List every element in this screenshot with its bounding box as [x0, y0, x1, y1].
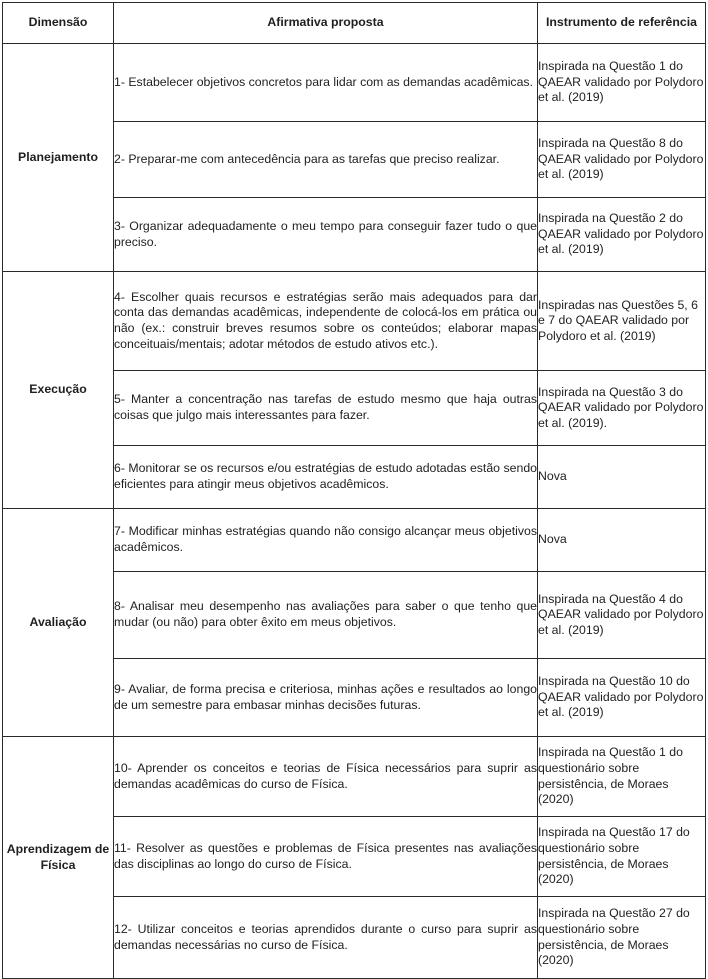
reference-cell: Inspirada na Questão 1 do questionário sobre persistência, de Moraes (2020)	[538, 737, 706, 817]
reference-cell: Inspirada na Questão 10 do QAEAR validado por Polydoro et al. (2019)	[538, 659, 706, 737]
header-dimension: Dimensão	[3, 3, 114, 44]
statement-cell: 9- Avaliar, de forma precisa e criteriosa, minhas ações e resultados ao longo de um semestre para embasar minhas decisões futuras.	[114, 659, 538, 737]
statement-cell: 11- Resolver as questões e problemas de Física presentes nas avaliações das disciplinas ao longo do curso de Física.	[114, 817, 538, 897]
table-row	[3, 737, 706, 817]
table-row	[3, 509, 706, 572]
statement-cell: 2- Preparar-me com antecedência para as tarefas que preciso realizar.	[114, 122, 538, 198]
statement-cell: 7- Modificar minhas estratégias quando não consigo alcançar meus objetivos acadêmicos.	[114, 509, 538, 572]
table-row	[3, 44, 706, 122]
reference-cell: Inspirada na Questão 17 do questionário sobre persistência, de Moraes (2020)	[538, 817, 706, 897]
statement-cell: 10- Aprender os conceitos e teorias de Física necessários para suprir as demandas acadêmicas do curso de Física.	[114, 737, 538, 817]
statement-cell: 4- Escolher quais recursos e estratégias serão mais adequados para dar conta das demandas acadêmicas, independente de colocá-los em prática ou não (ex.: construir breves resumos sobre os conteúdos; elaborar mapas conceituais/mentais; adotar métodos de estudo ativos etc.).	[114, 272, 538, 371]
reference-cell: Nova	[538, 509, 706, 572]
reference-cell: Inspirada na Questão 27 do questionário sobre persistência, de Moraes (2020)	[538, 897, 706, 979]
reference-cell: Inspirada na Questão 4 do QAEAR validado por Polydoro et al. (2019)	[538, 572, 706, 659]
header-row	[3, 3, 706, 44]
statement-cell: 8- Analisar meu desempenho nas avaliações para saber o que tenho que mudar (ou não) para obter êxito em meus objetivos.	[114, 572, 538, 659]
dimension-cell: Planejamento	[3, 44, 114, 272]
reference-cell: Inspirada na Questão 8 do QAEAR validado por Polydoro et al. (2019)	[538, 122, 706, 198]
statement-cell: 5- Manter a concentração nas tarefas de estudo mesmo que haja outras coisas que julgo mais interessantes para fazer.	[114, 371, 538, 446]
reference-cell: Nova	[538, 446, 706, 509]
reference-cell: Inspirada na Questão 1 do QAEAR validado por Polydoro et al. (2019)	[538, 44, 706, 122]
header-reference: Instrumento de referência	[538, 3, 706, 44]
reference-cell: Inspirada na Questão 2 do QAEAR validado por Polydoro et al. (2019)	[538, 198, 706, 272]
dimension-cell: Aprendizagem de Física	[3, 737, 114, 979]
reference-cell: Inspirada na Questão 3 do QAEAR validado por Polydoro et al. (2019).	[538, 371, 706, 446]
statement-cell: 12- Utilizar conceitos e teorias aprendidos durante o curso para suprir as demandas necessárias no curso de Física.	[114, 897, 538, 979]
instrument-table	[2, 2, 706, 979]
dimension-cell: Execução	[3, 272, 114, 509]
statement-cell: 3- Organizar adequadamente o meu tempo para conseguir fazer tudo o que preciso.	[114, 198, 538, 272]
statement-cell: 1- Estabelecer objetivos concretos para lidar com as demandas acadêmicas.	[114, 44, 538, 122]
table-row	[3, 272, 706, 371]
reference-cell: Inspiradas nas Questões 5, 6 e 7 do QAEAR validado por Polydoro et al. (2019)	[538, 272, 706, 371]
header-statement: Afirmativa proposta	[114, 3, 538, 44]
statement-cell: 6- Monitorar se os recursos e/ou estratégias de estudo adotadas estão sendo eficientes para atingir meus objetivos acadêmicos.	[114, 446, 538, 509]
dimension-cell: Avaliação	[3, 509, 114, 737]
